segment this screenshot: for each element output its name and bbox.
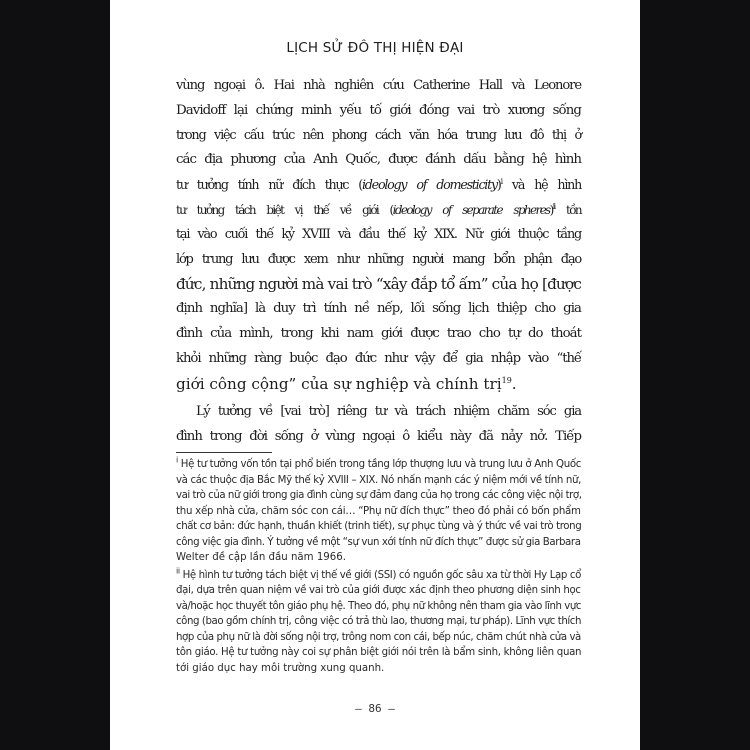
italic-term: ideology of domesticity	[362, 177, 497, 193]
text-line: khỏi những ràng buộc đạo đức như vậy để gia nhập vào “thế	[176, 350, 581, 366]
text-line: đình của mình, trong khi nam giới được trao cho tự do thoát	[176, 325, 581, 341]
text-line: trong việc cấu trúc nên phong cách văn hóa trung lưu đô thị ở	[176, 127, 581, 143]
text-line: đức, những người mà vai trò “xây đắp tổ ấm” của họ [được	[176, 275, 582, 294]
book-page	[110, 0, 640, 750]
footnote-line: hợp của phụ nữ là đời sống nội trợ, trông nom con cái, bếp núc, chăm chút nhà cửa và	[176, 631, 581, 643]
text-line: vùng ngoại ô. Hai nhà nghiên cứu Catherine Hall và Leonore	[176, 78, 581, 93]
text-run: giới công cộng” của sự nghiệp và chính trị	[176, 374, 502, 393]
footnote-line: tới giáo dục hay môi trường xung quanh.	[176, 662, 385, 674]
footnote-ref: i	[500, 176, 502, 186]
text-run: )	[496, 177, 501, 193]
text-run: )	[549, 202, 553, 217]
footnote-marker: ii	[176, 566, 180, 576]
footnote-line: tôn giáo. Hệ tư tưởng này coi sự phân biệt giới nói trên là bẩm sinh, không liên quan	[176, 647, 582, 658]
text-line: Lý tưởng về [vai trò] riêng tư và trách nhiệm chăm sóc gia	[196, 404, 581, 420]
footnote-line	[176, 568, 581, 584]
footnote-2	[176, 568, 581, 677]
text-run: tư tưởng tính nữ đích thực (	[176, 177, 362, 193]
text-line: định nghĩa] là duy trì tính nề nếp, lối sống lịch thiệp cho gia	[176, 301, 581, 317]
running-head: LỊCH SỬ ĐÔ THỊ HIỆN ĐẠI	[286, 40, 464, 56]
text-line: Davidoff lại chứng minh yếu tố giới đóng vai trò xương sống	[176, 102, 581, 118]
text-line: đình trong đời sống ở vùng ngoại ô kiểu này đã nảy nở. Tiếp	[176, 429, 581, 445]
footnote-divider	[176, 452, 272, 453]
text-run: và hệ hình	[501, 177, 581, 193]
text-line: lớp trung lưu được xem như những người mang bổn phận đạo	[176, 251, 581, 267]
text-line	[176, 372, 581, 397]
footnotes	[176, 457, 581, 678]
text-run: .	[511, 374, 517, 393]
paragraph-1	[176, 74, 581, 396]
footnote-marker: i	[176, 455, 178, 465]
text-line	[176, 173, 581, 198]
text-line: tại vào cuối thế kỷ XVIII và đầu thế kỷ XIX. Nữ giới thuộc tầng	[176, 226, 581, 242]
endnote-ref: 19	[501, 375, 512, 385]
page-number: – 86 –	[355, 702, 395, 715]
italic-term: ideology of separate spheres	[392, 202, 550, 217]
footnote-line: công việc gia đình. Ý tưởng về một “sự vun xới tính nữ đích thực” được sử gia Barbara	[176, 536, 581, 548]
footnote-line: chất cơ bản: đức hạnh, thuần khiết (trinh tiết), sự phục tùng và ý thức về vai trò trong	[176, 521, 582, 532]
text-run: tư tưởng tách biệt vị thế về giới (	[176, 202, 393, 217]
text-line: các địa phương của Anh Quốc, được đánh dấu bằng hệ hình	[176, 152, 581, 168]
footnote-ref: ii	[552, 202, 555, 212]
footnote-line: công (bao gồm chính trị, công việc có trả thù lao, thương mại, tư pháp). Lĩnh vực thích	[176, 616, 582, 627]
text-line	[176, 198, 581, 223]
footnote-1	[176, 457, 581, 566]
text-run: Hệ tư tưởng vốn tồn tại phổ biến trong tầng lớp thượng lưu và trung lưu ở Anh Quốc	[177, 459, 582, 470]
footnote-line: vai trò của nữ giới trong gia đình cùng sự đảm đang của họ trong các công việc nội trợ,	[176, 490, 582, 501]
paragraph-2	[176, 400, 581, 450]
footnote-line: đại, dựa trên quan niệm về vai trò của giới được xác định theo phương diện sinh học	[176, 585, 581, 596]
footnote-line: Welter đề cập lần đầu năm 1966.	[176, 552, 346, 563]
text-run: tồn	[554, 202, 581, 217]
footnote-line: và các thuộc địa Bắc Mỹ thế kỷ XVIII – XIX. Nó nhấn mạnh các ý niệm mới về tính nữ,	[176, 474, 581, 486]
footnote-line: và/hoặc học thuyết tôn giáo phụ hệ. Theo đó, phụ nữ không nên tham gia vào lĩnh vực	[176, 600, 582, 612]
body-text	[176, 74, 581, 450]
footnote-line	[176, 457, 581, 473]
footnote-line: thu xếp nhà cửa, chăm sóc con cái… “Phụ nữ đích thực” theo đó phải có bốn phẩm	[176, 505, 581, 517]
text-run: Hệ hình tư tưởng tách biệt vị thế về giới (SSI) có nguồn gốc sâu xa từ thời Hy Lạp cổ	[179, 569, 581, 581]
